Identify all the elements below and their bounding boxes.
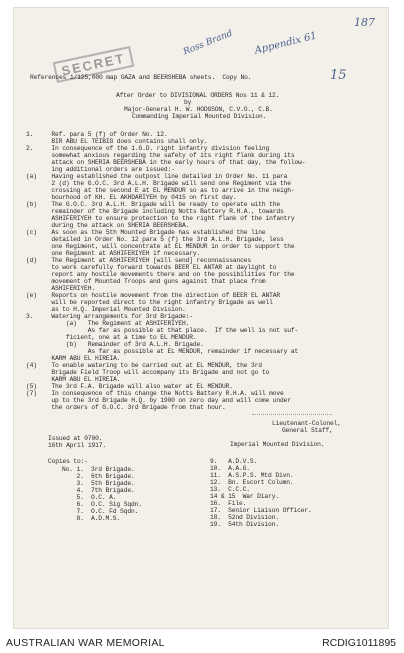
copy-recipient: 7. O.C. Fd Sqdn. (62, 508, 139, 515)
body-line: 2 (d) the G.O.C. 3rd A.L.H. Brigade will send one Regiment via the (26, 180, 291, 187)
body-line: will be reported direct to the right infantry Brigade as well (26, 299, 273, 306)
signature-title: General Staff, (282, 427, 333, 434)
body-line: the orders of G.O.C. 3rd Brigade from that hour. (26, 404, 226, 411)
copy-recipient: 2. 6th Brigade. (62, 473, 135, 480)
issued-date: 16th April 1917. (48, 442, 107, 449)
command-title: Commanding Imperial Mounted Division. (132, 113, 267, 120)
copy-recipient: 6. O.C. Sig Sqdn. (62, 501, 142, 508)
body-line: somewhat anxious regarding the safety of its right flank during its (26, 152, 295, 159)
body-line: to work carefully forward towards BEER EL ANTAR at daylight to (26, 264, 277, 271)
body-line: (7) In consequence of this change the Notts Battery R.H.A. will move (26, 390, 284, 397)
body-line: (b) Remainder of 3rd A.L.H. Brigade. (26, 341, 204, 348)
body-line: as to H.Q. Imperial Mounted Division. (26, 306, 186, 313)
copy-recipient: 11. A.S.P.S. Mtd Divn. (210, 472, 294, 479)
issued-time: Issued at 0700. (48, 435, 103, 442)
copy-recipient: No. 1. 3rd Brigade. (62, 466, 135, 473)
body-line: 2. In consequence of the 1.G.D. right infantry division feeling (26, 145, 270, 152)
copy-recipient: 8. A.D.M.S. (62, 515, 121, 522)
copy-recipient: 18. 52nd Division. (210, 514, 279, 521)
body-line: detailed in Order No. 12 para 5 (f) the 3rd A.L.H. Brigade, less (26, 236, 284, 243)
body-line: (a) The Regiment at ASHIFERIYEH. (26, 320, 190, 327)
body-line: remainder of the Brigade including Notts Battery R.H.A., towards (26, 208, 284, 215)
copy-recipient: 14 & 15 War Diary. (210, 493, 279, 500)
body-line: (a) Having established the outpost line detailed in Order No. 11 para (26, 173, 288, 180)
body-line: attack on SHERIA BEERSHEBA in the early hours of that day, the follow- (26, 159, 306, 166)
body-line: As far as possible at that place. If the well is not suf- (26, 327, 299, 334)
body-line: BIR ABU EL TEIBIG does contains shall only. (26, 138, 208, 145)
body-line: KARM ABU EL HIREIA. (26, 376, 121, 383)
body-line: movement of Mounted Troops and guns against that place from (26, 278, 266, 285)
institution-name: AUSTRALIAN WAR MEMORIAL (6, 637, 165, 649)
signature-unit: Imperial Mounted Division. (230, 441, 325, 448)
body-line: (4) To enable watering to be carried out at EL MENDUR, the 3rd (26, 362, 262, 369)
body-line: ing additional orders are issued:- (26, 166, 175, 173)
handwritten-signature-scrawl (252, 408, 332, 415)
document-page (14, 8, 388, 628)
copy-recipient: 4. 7th Brigade. (62, 487, 135, 494)
references-line: References 1/125,000 map GAZA and BEERSHEBA sheets. Copy No. (30, 74, 252, 81)
body-line: (d) The Regiment at ASHIFERIYEH [will send] reconnaissances (26, 257, 251, 264)
handwritten-copy-number: 15 (330, 68, 347, 83)
by-line: by (184, 99, 192, 106)
body-line: (5) The 3rd F.A. Brigade will also water at EL MENDUR. (26, 383, 233, 390)
catalogue-id: RCDIG1011895 (322, 637, 396, 649)
handwritten-initials: Ross Brand (182, 28, 235, 58)
body-line: up to the 3rd Brigade H.Q. by 1900 on zero day and will come under (26, 397, 291, 404)
body-line: KARM ABU EL HIREIA. (26, 355, 121, 362)
body-line: Brigade Field Troop will accompany its Brigade and not go to (26, 369, 270, 376)
copy-recipient: 12. Bn. Escort Column. (210, 479, 294, 486)
body-line: ASHIFERIYEH. (26, 285, 95, 292)
order-title: After Order to DIVISIONAL ORDERS Nos 11 & 12. (116, 92, 280, 99)
copy-recipient: 9. A.D.V.S. (210, 458, 258, 465)
body-line: during the attack on SHERIA BEERSHEBA. (26, 222, 190, 229)
body-line: one Regiment, will concentrate at EL MENDUR in order to support the (26, 243, 295, 250)
body-line: ficient, one at a time to EL MENDUR. (26, 334, 197, 341)
body-line: 1. Ref. para 5 (f) of Order No. 12. (26, 131, 168, 138)
copy-recipient: 16. File. (210, 500, 247, 507)
body-line: (b) The G.O.C. 3rd A.L.H. Brigade will be ready to operate with the (26, 201, 281, 208)
body-line: one Regiment at ASHIFERIYEH if necessary. (26, 250, 201, 257)
body-line: bourhood of KH. EL AKHDARIYEH by 0415 on first day. (26, 194, 237, 201)
handwritten-page-number: 187 (354, 16, 375, 29)
copies-heading: Copies to:- (48, 458, 88, 465)
body-line: (e) Reports on hostile movement from the direction of BEER EL ANTAR (26, 292, 281, 299)
body-line: As far as possible at EL MENDUR, remainder if necessary at (26, 348, 299, 355)
body-line: (c) As soon as the 5th Mounted Brigade has established the line (26, 229, 266, 236)
handwritten-appendix: Appendix 61 (253, 30, 318, 57)
copy-recipient: 10. A.A.G. (210, 465, 250, 472)
body-line: ASHIFERIYEH to ensure protection to the right flank of the infantry (26, 215, 295, 222)
commander-name: Major-General H. W. HODGSON, C.V.O., C.B. (124, 106, 273, 113)
body-line: crossing at the second E at EL MENDUR so as to arrive in the neigh- (26, 187, 295, 194)
body-line: 3. Watering arrangements for 3rd Brigade:- (26, 313, 193, 320)
archive-footer (0, 631, 404, 653)
copy-recipient: 19. 54th Division. (210, 521, 279, 528)
copy-recipient: 17. Senior Liaison Officer. (210, 507, 312, 514)
copy-recipient: 5. O.C. A. (62, 494, 117, 501)
signature-rank: Lieutenant-Colonel, (272, 420, 341, 427)
copy-recipient: 3. 5th Brigade. (62, 480, 135, 487)
copy-recipient: 13. C.C.C. (210, 486, 250, 493)
secret-stamp: SECRET (53, 46, 134, 83)
body-line: report any hostile movements there and on the possibilities for the (26, 271, 295, 278)
